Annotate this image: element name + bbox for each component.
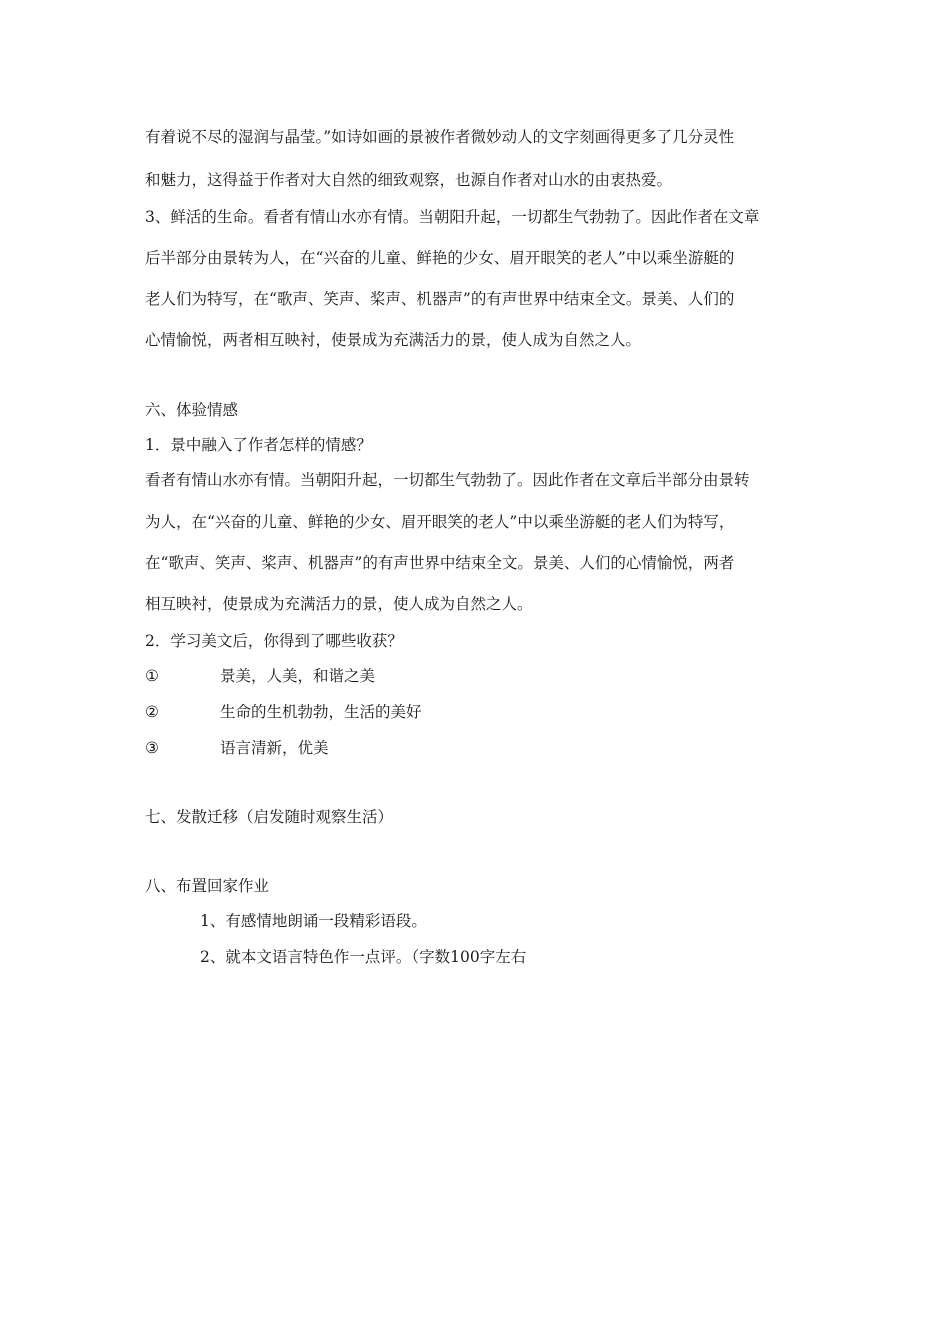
paragraph-line: 老人们为特写，在“歌声、笑声、桨声、机器声”的有声世界中结束全文。景美、人们的 [145,290,735,308]
paragraph-line: 心情愉悦，两者相互映衬，使景成为充满活力的景，使人成为自然之人。 [145,331,642,349]
list-marker: ① [145,667,159,685]
homework-task: 2、就本文语言特色作一点评。（字数100字左右 [200,948,527,966]
question-text: 2．学习美文后，你得到了哪些收获？ [145,632,403,650]
list-item-text: 生命的生机勃勃，生活的美好 [220,703,422,721]
answer-line: 看者有情山水亦有情。当朝阳升起，一切都生气勃勃了。因此作者在文章后半部分由景转 [145,471,750,489]
list-item-text: 语言清新，优美 [220,739,329,757]
paragraph-line: 3、鲜活的生命。看者有情山水亦有情。当朝阳升起，一切都生气勃勃了。因此作者在文章 [145,208,760,226]
answer-line: 在“歌声、笑声、桨声、机器声”的有声世界中结束全文。景美、人们的心情愉悦，两者 [145,554,735,572]
paragraph-line: 有着说不尽的湿润与晶莹。”如诗如画的景被作者微妙动人的文字刻画得更多了几分灵性 [145,128,735,146]
list-item-text: 景美，人美，和谐之美 [220,667,376,685]
paragraph-line: 后半部分由景转为人，在“兴奋的儿童、鲜艳的少女、眉开眼笑的老人”中以乘坐游艇的 [145,249,735,267]
list-marker: ② [145,703,159,721]
homework-task: 1、有感情地朗诵一段精彩语段。 [200,912,427,930]
list-marker: ③ [145,739,159,757]
answer-line: 为人，在“兴奋的儿童、鲜艳的少女、眉开眼笑的老人”中以乘坐游艇的老人们为特写， [145,513,735,531]
section-heading: 八、布置回家作业 [145,877,270,895]
section-heading: 六、体验情感 [145,401,239,419]
answer-line: 相互映衬，使景成为充满活力的景，使人成为自然之人。 [145,595,533,613]
paragraph-line: 和魅力，这得益于作者对大自然的细致观察，也源自作者对山水的由衷热爱。 [145,171,673,189]
section-heading: 七、发散迁移（启发随时观察生活） [145,808,394,826]
question-text: 1．景中融入了作者怎样的情感？ [145,436,372,454]
